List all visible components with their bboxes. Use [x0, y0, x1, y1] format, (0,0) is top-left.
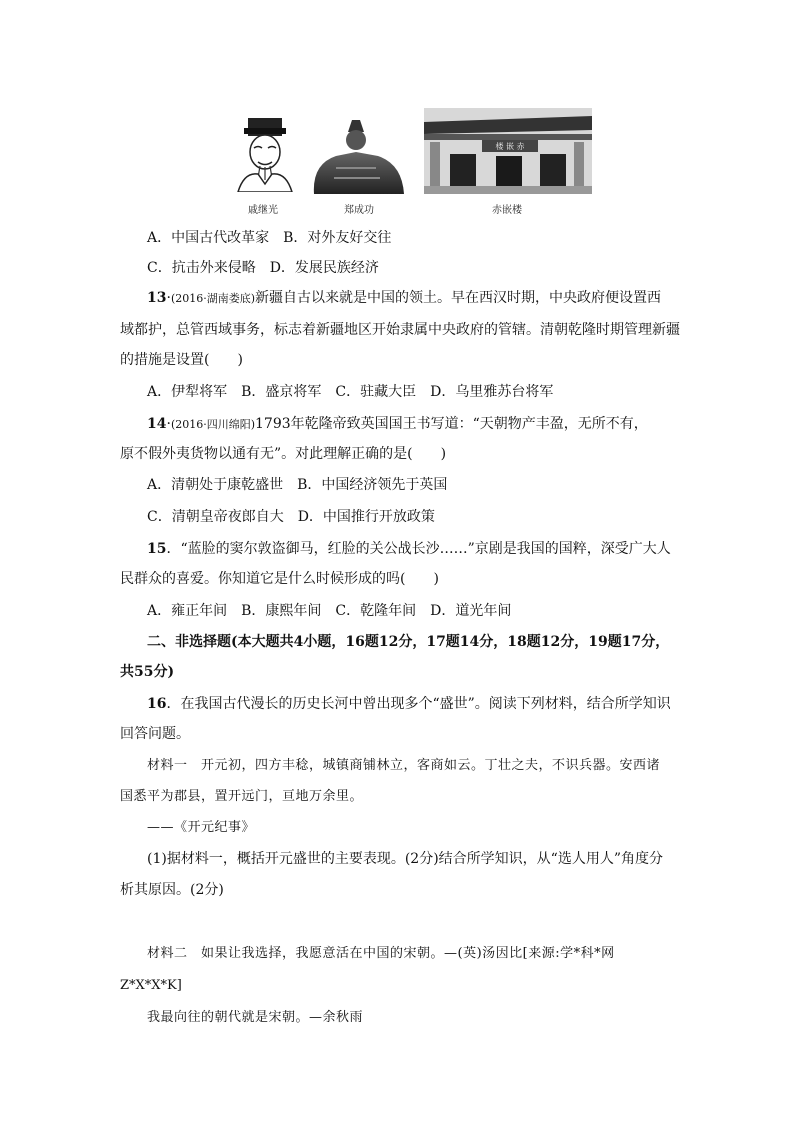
q15-text1: ．“蓝脸的窦尔敦盗御马，红脸的关公战长沙……”京剧是我国的国粹，深受广大人 [166, 541, 671, 557]
material1-source: ——《开元纪事》 [147, 820, 256, 835]
q12-option-ab: A．中国古代改革家 B．对外友好交往 [147, 230, 392, 246]
material2-line3: 我最向往的朝代就是宋朝。—余秋雨 [147, 1010, 364, 1025]
q16-sub1-line2: 析其原因。(2分) [120, 882, 224, 898]
q15-line2: 民群众的喜爱。你知道它是什么时候形成的吗( ) [120, 571, 439, 587]
material2-line2: Z*X*X*K] [120, 978, 182, 993]
q14-number: 14 [147, 416, 167, 432]
q13-line2: 域都护，总管西域事务，标志着新疆地区开始隶属中央政府的管辖。清朝乾隆时期管理新疆 [120, 322, 680, 338]
q14-text1: 1793年乾隆帝致英国国王书写道：“天朝物产丰盈，无所不有， [255, 416, 648, 432]
q16-sub1-line1: (1)据材料一，概括开元盛世的主要表现。(2分)结合所学知识，从“选人用人”角度分 [147, 851, 663, 867]
portrait-qi-jiguang [234, 116, 296, 192]
q14-line2: 原不假外夷货物以通有无”。对此理解正确的是( ) [120, 446, 447, 462]
q16-line2: 回答问题。 [120, 726, 190, 742]
material1-line1: 材料一 开元初，四方丰稔，城镇商铺林立，客商如云。丁壮之夫，不识兵器。安西诸 [147, 758, 661, 773]
q15-options: A．雍正年间 B．康熙年间 C．乾隆年间 D．道光年间 [147, 603, 512, 619]
q13-line1: 13·(2016·湖南娄底)新疆自古以来就是中国的领土。早在西汉时期，中央政府便设置西 [147, 290, 662, 306]
q14-line1: 14·(2016·四川绵阳)1793年乾隆帝致英国国王书写道：“天朝物产丰盈，无所不有， [147, 416, 648, 432]
q16-number: 16 [147, 696, 167, 712]
q14-option-ab: A．清朝处于康乾盛世 B．中国经济领先于英国 [147, 477, 448, 493]
material1-line2: 国悉平为郡县，置开远门，亘地万余里。 [120, 789, 364, 804]
q13-number: 13 [147, 290, 167, 306]
q15-number: 15 [147, 541, 167, 557]
section2-heading-text2: 共55分) [120, 664, 175, 680]
caption-chikan-tower: 赤嵌楼 [492, 205, 522, 216]
q16-line1 [147, 694, 671, 714]
section2-heading-line2 [120, 662, 174, 682]
q16-text1: ．在我国古代漫长的历史长河中曾出现多个“盛世”。阅读下列材料，结合所学知识 [166, 696, 671, 712]
section2-heading-line1 [147, 632, 669, 652]
q15-line1 [147, 539, 671, 559]
q13-options: A．伊犁将军 B．盛京将军 C．驻藏大臣 D．乌里雅苏台将军 [147, 384, 554, 400]
caption-qi-jiguang: 戚继光 [248, 205, 278, 216]
photo-chikan-tower [424, 108, 592, 194]
q13-line3: 的措施是设置( ) [120, 352, 243, 368]
q13-text1: 新疆自古以来就是中国的领土。早在西汉时期，中央政府便设置西 [255, 290, 662, 306]
q14-option-cd: C．清朝皇帝夜郎自大 D．中国推行开放政策 [147, 509, 435, 525]
q12-option-cd: C．抗击外来侵略 D．发展民族经济 [147, 260, 379, 276]
statue-zheng-chenggong [306, 118, 408, 194]
q14-source: (2016·四川绵阳) [170, 418, 256, 431]
q13-source: (2016·湖南娄底) [170, 292, 256, 305]
section2-heading-text1: 二、非选择题(本大题共4小题，16题12分，17题14分，18题12分，19题17分， [147, 634, 670, 650]
material2-line1: 材料二 如果让我选择，我愿意活在中国的宋朝。—(英)汤因比[来源:学*科*网 [147, 946, 615, 961]
svg-text:楼 嵌 赤: 楼 嵌 赤 [495, 142, 525, 151]
caption-zheng-chenggong: 郑成功 [344, 205, 374, 216]
